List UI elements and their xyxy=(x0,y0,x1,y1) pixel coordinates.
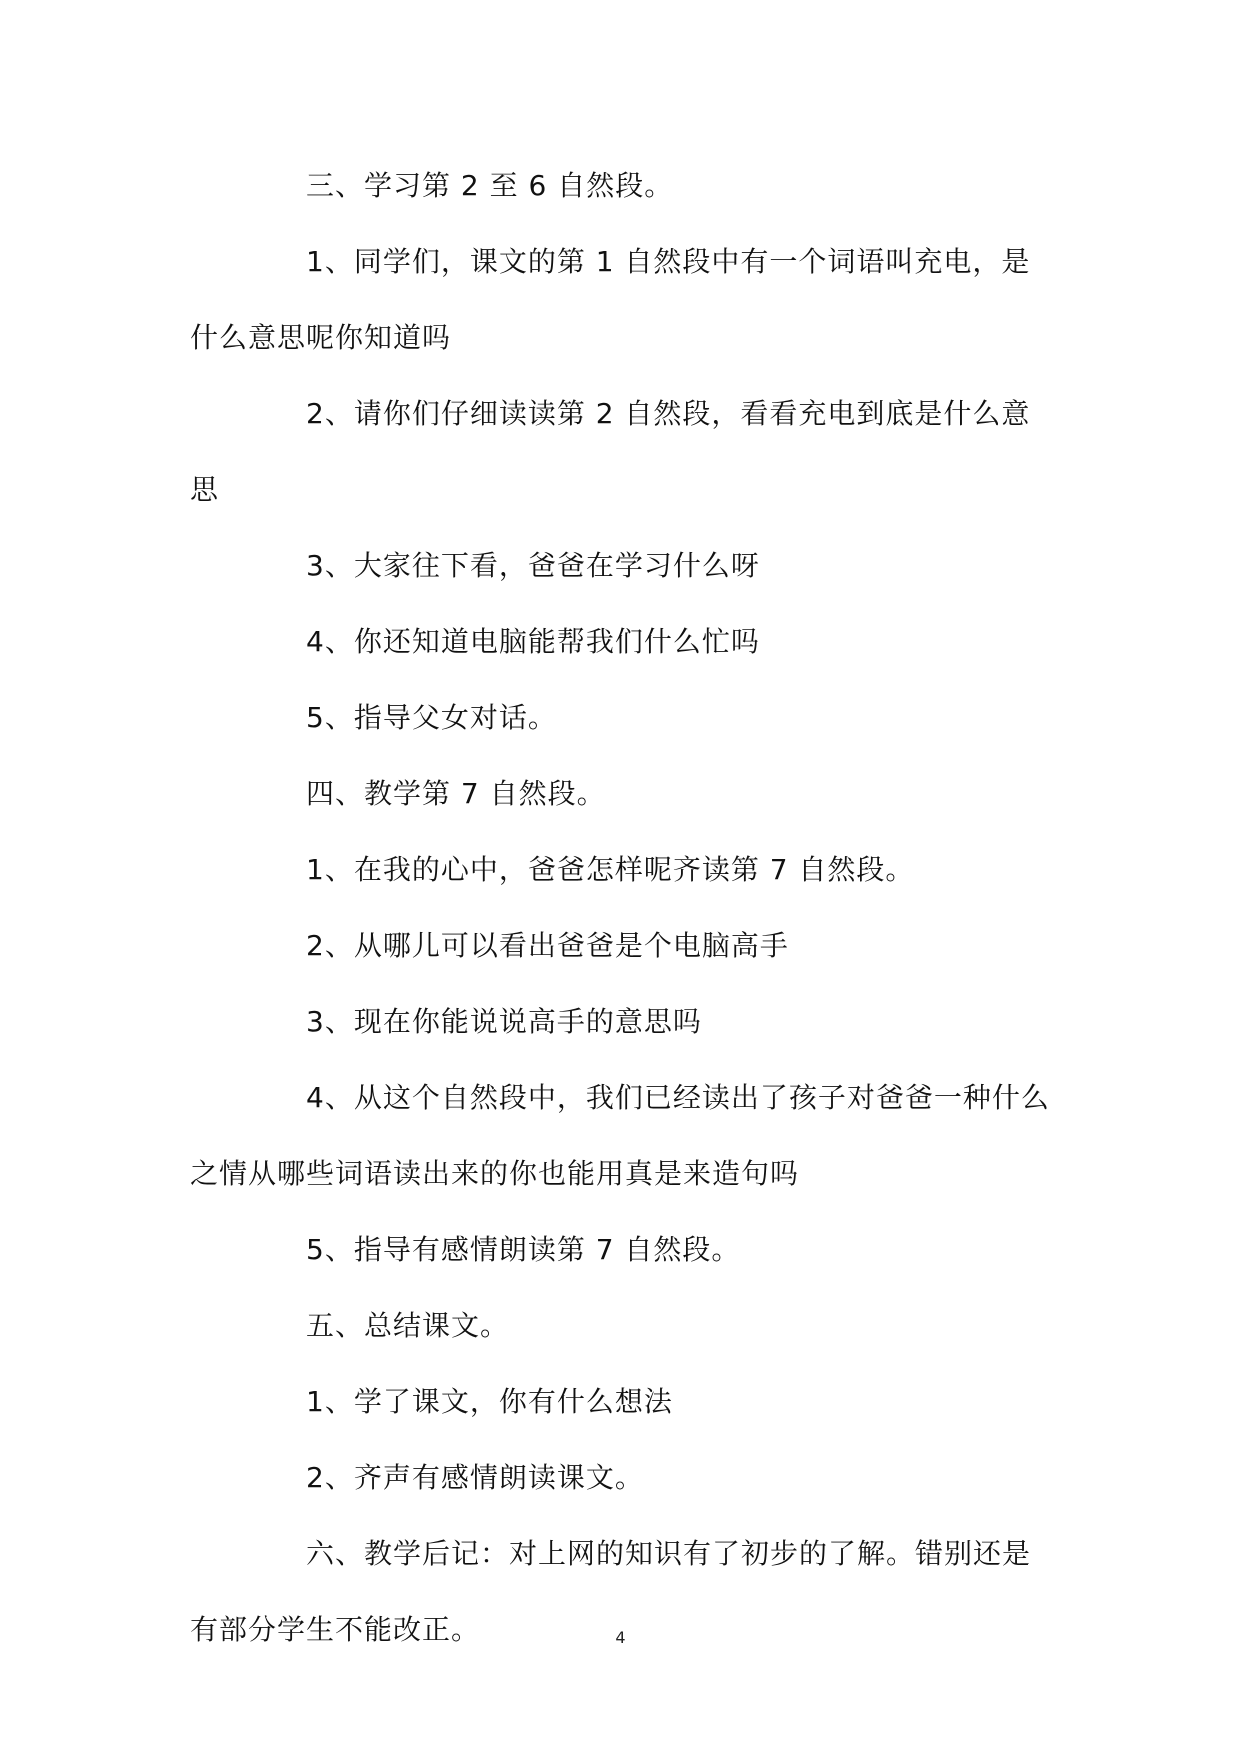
paragraph: 3、现在你能说说高手的意思吗 xyxy=(306,1005,702,1038)
page-number: 4 xyxy=(615,1628,626,1647)
document-body xyxy=(190,148,1050,1668)
paragraph: 2、齐声有感情朗读课文。 xyxy=(306,1461,644,1494)
paragraph: 4、从这个自然段中，我们已经读出了孩子对爸爸一种什么之情从哪些词语读出来的你也能用真是来造句吗 xyxy=(190,1081,1050,1190)
paragraph: 3、大家往下看，爸爸在学习什么呀 xyxy=(306,549,760,582)
paragraph: 2、请你们仔细读读第 2 自然段，看看充电到底是什么意思 xyxy=(190,397,1031,506)
paragraph: 2、从哪儿可以看出爸爸是个电脑高手 xyxy=(306,929,789,962)
paragraph: 5、指导父女对话。 xyxy=(306,701,557,734)
paragraph: 5、指导有感情朗读第 7 自然段。 xyxy=(306,1233,741,1266)
paragraph: 4、你还知道电脑能帮我们什么忙吗 xyxy=(306,625,760,658)
paragraph: 1、学了课文，你有什么想法 xyxy=(306,1385,673,1418)
section-heading-6: 六、教学后记：对上网的知识有了初步的了解。错别还是有部分学生不能改正。 xyxy=(190,1537,1032,1646)
section-heading-5: 五、总结课文。 xyxy=(306,1309,510,1342)
paragraph: 1、在我的心中，爸爸怎样呢齐读第 7 自然段。 xyxy=(306,853,915,886)
section-heading-4: 四、教学第 7 自然段。 xyxy=(306,777,606,810)
paragraph: 1、同学们，课文的第 1 自然段中有一个词语叫充电，是什么意思呢你知道吗 xyxy=(190,245,1031,354)
section-heading-3: 三、学习第 2 至 6 自然段。 xyxy=(306,169,674,202)
